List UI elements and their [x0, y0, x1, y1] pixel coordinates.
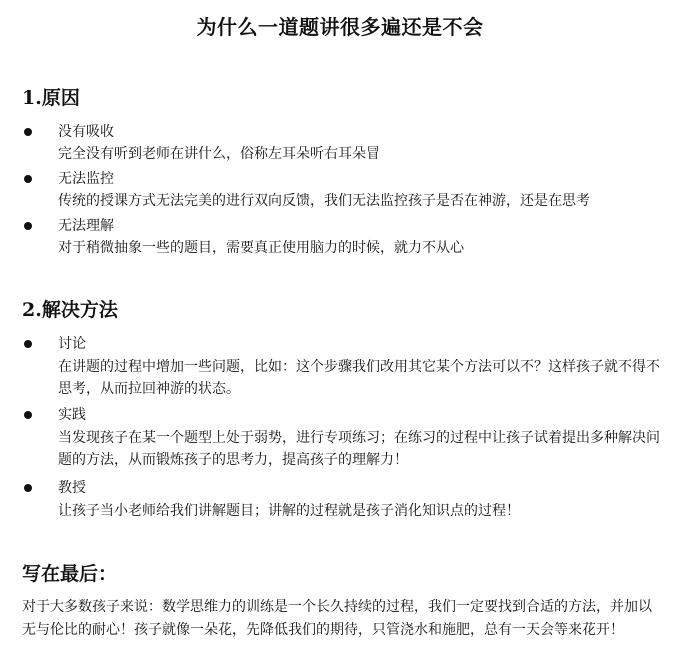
bullet-icon	[24, 128, 32, 136]
item-desc-practice: 当发现孩子在某一个题型上处于弱势，进行专项练习；在练习的过程中让孩子试着提出多种解决问题的方法，从而锻炼孩子的思考力，提高孩子的理解力！	[58, 430, 660, 468]
bullet-icon	[24, 222, 32, 230]
item-desc-no-absorption: 完全没有听到老师在讲什么，俗称左耳朵听右耳朵冒	[58, 146, 380, 162]
item-title-discussion: 讨论	[58, 336, 86, 352]
section-heading-solutions: 2.解决方法	[22, 299, 118, 321]
item-title-cannot-understand: 无法理解	[58, 218, 114, 234]
item-desc-discussion: 在讲题的过程中增加一些问题，比如：这个步骤我们改用其它某个方法可以不？这样孩子就不得不思考，从而拉回神游的状态。	[58, 359, 660, 397]
bullet-icon	[24, 340, 32, 348]
section-heading-reasons: 1.原因	[22, 87, 80, 109]
document-title: 为什么一道题讲很多遍还是不会	[196, 15, 484, 39]
item-title-no-absorption: 没有吸收	[58, 124, 114, 140]
final-paragraph: 对于大多数孩子来说：数学思维力的训练是一个长久持续的过程，我们一定要找到合适的方法，并加以无与伦比的耐心！孩子就像一朵花，先降低我们的期待，只管浇水和施肥，总有一天会等来花开！	[22, 599, 652, 638]
final-heading: 写在最后：	[22, 563, 118, 585]
item-title-cannot-monitor: 无法监控	[58, 171, 114, 187]
bullet-icon	[24, 484, 32, 492]
bullet-icon	[24, 411, 32, 419]
item-desc-cannot-monitor: 传统的授课方式无法完美的进行双向反馈，我们无法监控孩子是否在神游，还是在思考	[58, 193, 590, 209]
item-desc-teaching: 让孩子当小老师给我们讲解题目；讲解的过程就是孩子消化知识点的过程！	[58, 503, 520, 519]
item-desc-cannot-understand: 对于稍微抽象一些的题目，需要真正使用脑力的时候，就力不从心	[58, 240, 464, 256]
bullet-icon	[24, 175, 32, 183]
item-title-teaching: 教授	[58, 480, 86, 496]
item-title-practice: 实践	[58, 407, 86, 423]
